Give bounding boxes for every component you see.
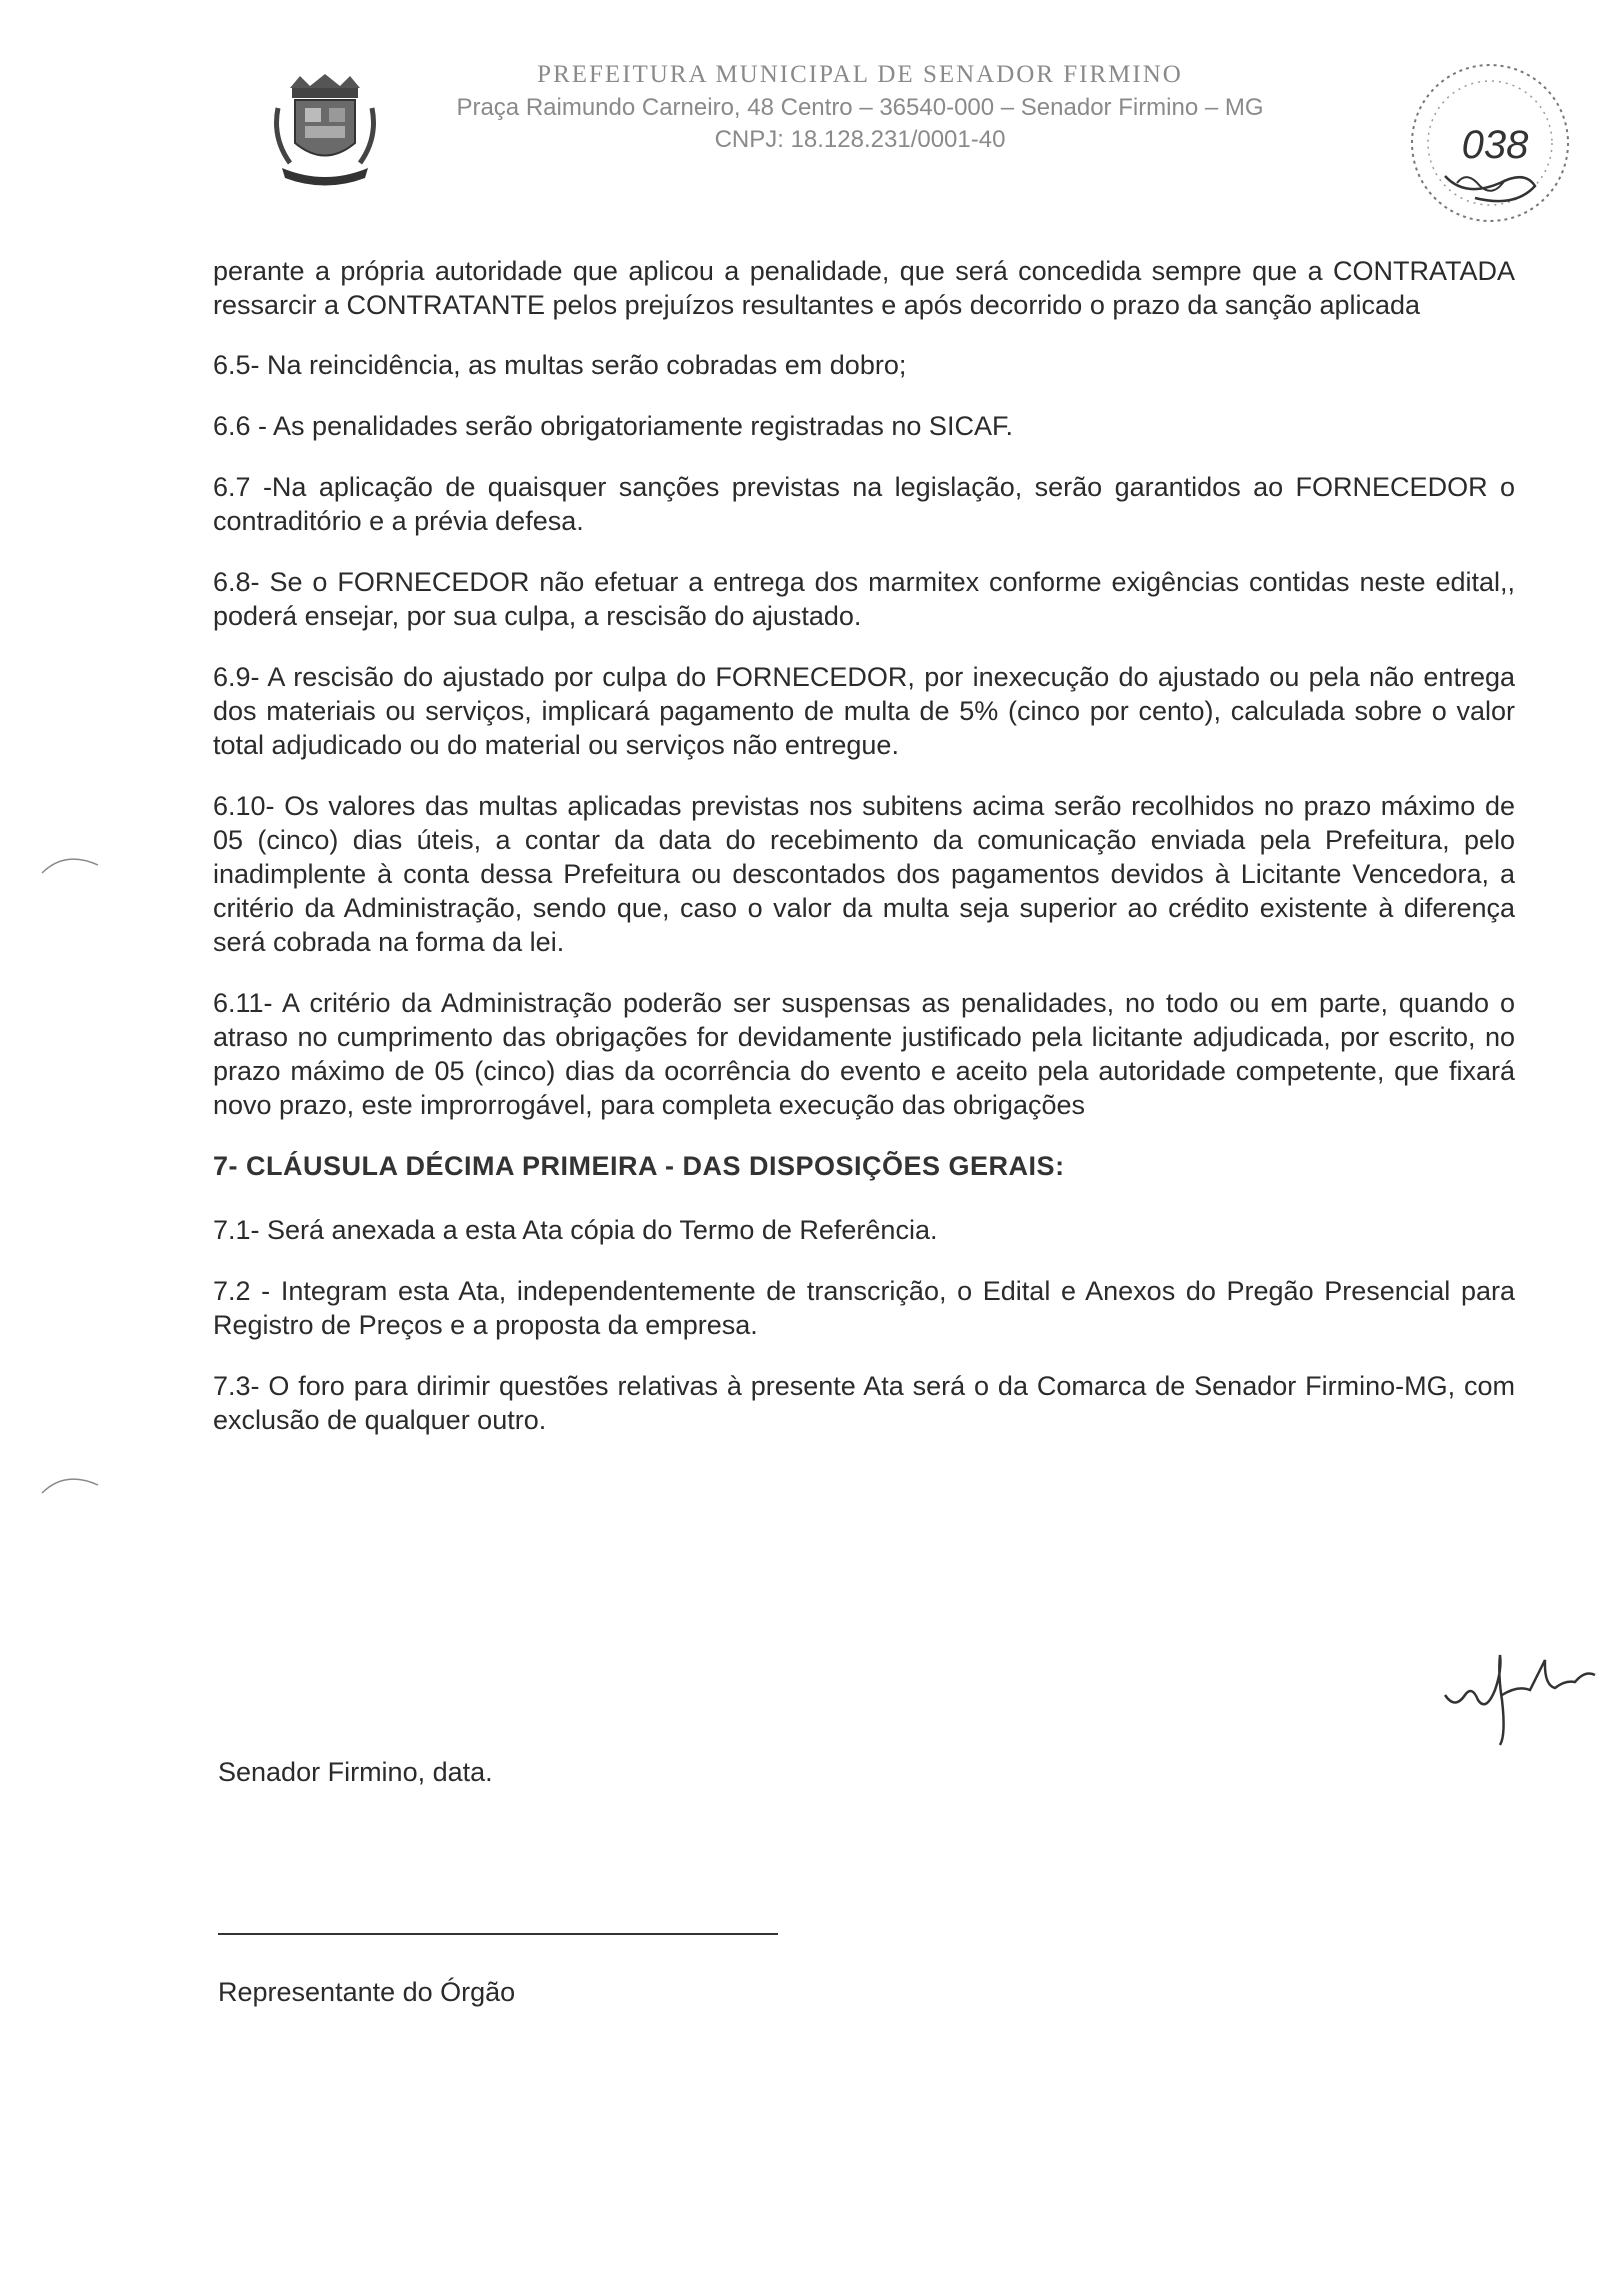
paragraph-6-7: 6.7 -Na aplicação de quaisquer sanções previstas na legislação, serão garantidos ao FORNECEDOR o contraditório e a prévia defesa.: [213, 472, 1515, 536]
paragraph-6-10: 6.10- Os valores das multas aplicadas previstas nos subitens acima serão recolhidos no prazo máximo de 05 (cinco) dias úteis, a contar da data do recebimento da comunicação enviada pela Prefeitura, pelo inadimplente à conta dessa Prefeitura ou descontados dos pagamentos devidos à Licitante Vencedora, a critério da Administração, sendo que, caso o valor da multa seja superior ao crédito existente à diferença será cobrada na forma da lei.: [213, 791, 1515, 957]
municipality-address: Praça Raimundo Carneiro, 48 Centro – 36540-000 – Senador Firmino – MG: [456, 94, 1264, 121]
municipality-title: PREFEITURA MUNICIPAL DE SENADOR FIRMINO: [537, 61, 1183, 88]
municipal-coat-of-arms-icon: [270, 68, 380, 188]
paragraph-6-11: 6.11- A critério da Administração poderão ser suspensas as penalidades, no todo ou em parte, quando o atraso no cumprimento das obrigações for devidamente justificado pela licitante adjudicada, por escrito, no prazo máximo de 05 (cinco) dias da ocorrência do evento e aceito pela autoridade competente, que fixará novo prazo, este improrrogável, para completa execução das obrigações: [213, 988, 1515, 1120]
page-number-stamp: [1405, 58, 1575, 228]
paragraph-6-6: 6.6 - As penalidades serão obrigatoriamente registradas no SICAF.: [213, 411, 1013, 441]
paragraph-penalty-continuation: perante a própria autoridade que aplicou a penalidade, que será concedida sempre que a CONTRATADA ressarcir a CONTRATANTE pelos prejuízos resultantes e após decorrido o prazo da sanção aplicada: [213, 256, 1515, 320]
signature-label: Representante do Órgão: [218, 1977, 516, 2007]
document-body: [213, 254, 1515, 1464]
letterhead-text: [420, 58, 1300, 156]
stamp-number: 038: [1461, 123, 1529, 167]
paragraph-6-5: 6.5- Na reincidência, as multas serão cobradas em dobro;: [213, 350, 907, 380]
signature-line: [218, 1933, 778, 1935]
municipality-cnpj: CNPJ: 18.128.231/0001-40: [714, 126, 1006, 153]
scan-margin-mark: [40, 1465, 100, 1495]
place-and-date: Senador Firmino, data.: [218, 1757, 493, 1787]
paragraph-6-8: 6.8- Se o FORNECEDOR não efetuar a entrega dos marmitex conforme exigências contidas neste edital,, poderá ensejar, por sua culpa, a rescisão do ajustado.: [213, 567, 1515, 631]
paragraph-7-1: 7.1- Será anexada a esta Ata cópia do Termo de Referência.: [213, 1215, 938, 1245]
scan-margin-mark: [40, 845, 100, 875]
letterhead: [0, 58, 1600, 228]
paragraph-7-3: 7.3- O foro para dirimir questões relativas à presente Ata será o da Comarca de Senador Firmino-MG, com exclusão de qualquer outro.: [213, 1371, 1515, 1435]
paragraph-6-9: 6.9- A rescisão do ajustado por culpa do FORNECEDOR, por inexecução do ajustado ou pela não entrega dos materiais ou serviços, implicará pagamento de multa de 5% (cinco por cento), calculada sobre o valor total adjudicado ou do material ou serviços não entregue.: [213, 662, 1515, 760]
margin-initials-signature: [1440, 1640, 1600, 1750]
clause-7-heading: 7- CLÁUSULA DÉCIMA PRIMEIRA - DAS DISPOSIÇÕES GERAIS:: [213, 1151, 1065, 1181]
paragraph-7-2: 7.2 - Integram esta Ata, independentemente de transcrição, o Edital e Anexos do Pregão Presencial para Registro de Preços e a proposta da empresa.: [213, 1276, 1515, 1340]
